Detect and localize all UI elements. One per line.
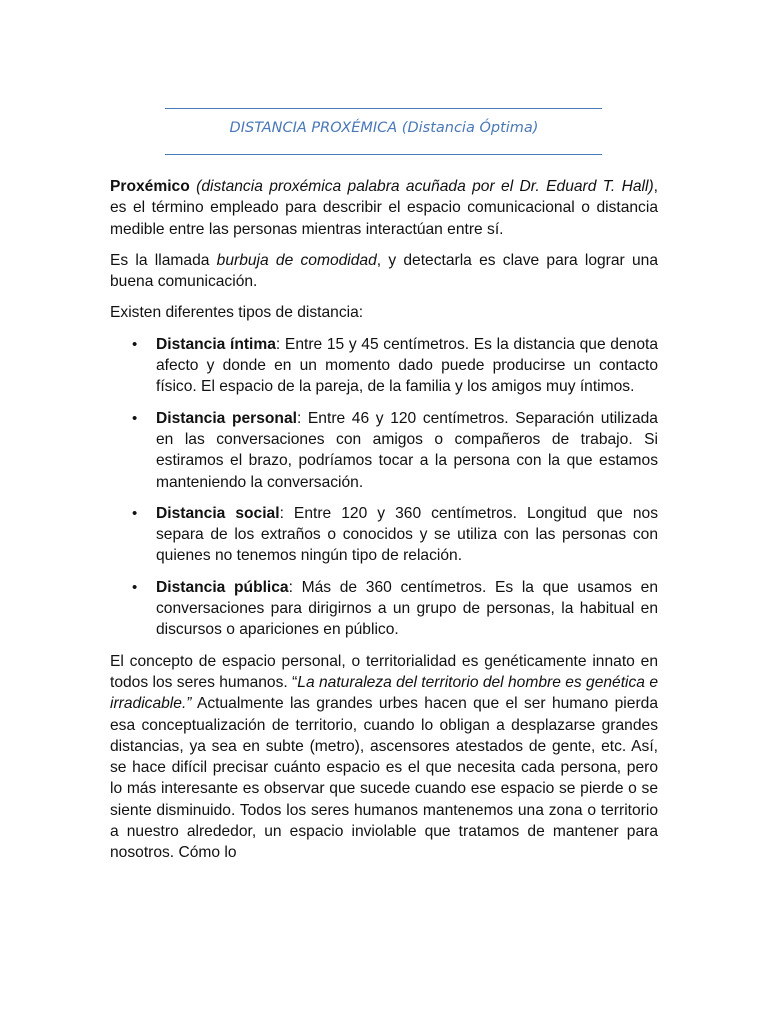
bullet-icon: • xyxy=(132,335,138,353)
territory-text-pre: El concepto de espacio personal, o territorialidad es genéticamente innato en todos los seres humanos. “ xyxy=(110,652,658,691)
term-definition: (distancia proxémica palabra acuñada por el Dr. Eduard T. Hall) xyxy=(196,178,654,195)
paragraph-territoriality xyxy=(110,651,658,864)
bullet-icon: • xyxy=(132,409,138,427)
list-item-text: : Entre 46 y 120 centímetros. Separación utilizada en las conversaciones con amigos o compañeros de trabajo. Si estiramos el brazo, podríamos tocar a la persona con la que estamos manteniendo la conversación. xyxy=(156,409,658,491)
title-rule-top xyxy=(165,108,602,109)
list-item-term: Distancia íntima xyxy=(156,335,276,353)
list-item-term: Distancia pública xyxy=(156,578,289,596)
list-item-text: : Entre 120 y 360 centímetros. Longitud que nos separa de los extraños o conocidos y se utiliza con las personas con quienes no tenemos ningún tipo de relación. xyxy=(156,504,659,565)
bubble-text-pre: Es la llamada xyxy=(110,251,217,269)
paragraph-types-intro: Existen diferentes tipos de distancia: xyxy=(110,304,364,322)
list-item xyxy=(110,334,658,398)
list-item-term: Distancia social xyxy=(156,504,280,522)
list-item xyxy=(110,408,658,493)
document-body xyxy=(110,176,658,874)
territory-quote: La naturaleza del territorio del hombre es genética e irradicable.” xyxy=(110,673,659,713)
title-rule-bottom xyxy=(165,154,602,155)
list-item-text: : Más de 360 centímetros. Es la que usamos en conversaciones para dirigirnos a un grupo de personas, la habitual en discursos o apariciones en público. xyxy=(156,578,658,639)
bullet-icon: • xyxy=(132,504,138,522)
term-proxemico: Proxémico xyxy=(110,178,190,195)
list-item-text: : Entre 15 y 45 centímetros. Es la distancia que denota afecto y donde en un momento dado puede producirse un contacto físico. El espacio de la pareja, de la familia y los amigos muy íntimos. xyxy=(156,335,658,396)
list-item-term: Distancia personal xyxy=(156,409,297,427)
bullet-icon: • xyxy=(132,578,138,596)
list-item xyxy=(110,577,658,641)
territory-text-post: Actualmente las grandes urbes hacen que el ser humano pierda esa conceptualización de territorio, cuando lo obligan a desplazarse grandes distancias, ya sea en subte (metro), ascensores atestados de gente, etc. Así, se hace difícil precisar cuánto espacio es el que necesita cada persona, pero lo más interesante es observar que sucede cuando ese espacio se pierde o se siente disminuido. Todos los seres humanos mantenemos una zona o territorio a nuestro alrededor, un espacio inviolable que tratamos de mantener para nosotros. Cómo lo xyxy=(110,695,658,862)
document-title: DISTANCIA PROXÉMICA (Distancia Óptima) xyxy=(229,120,539,136)
bubble-text-post: , y detectarla es clave para lograr una buena comunicación. xyxy=(110,251,658,291)
paragraph-intro xyxy=(110,176,658,240)
intro-text: , es el término empleado para describir el espacio comunicacional o distancia medible entre las personas mientras interactúan entre sí. xyxy=(110,178,658,238)
distance-types-list xyxy=(110,334,658,641)
list-item xyxy=(110,503,658,567)
paragraph-bubble xyxy=(110,250,658,293)
bubble-emphasis: burbuja de comodidad xyxy=(216,251,377,269)
